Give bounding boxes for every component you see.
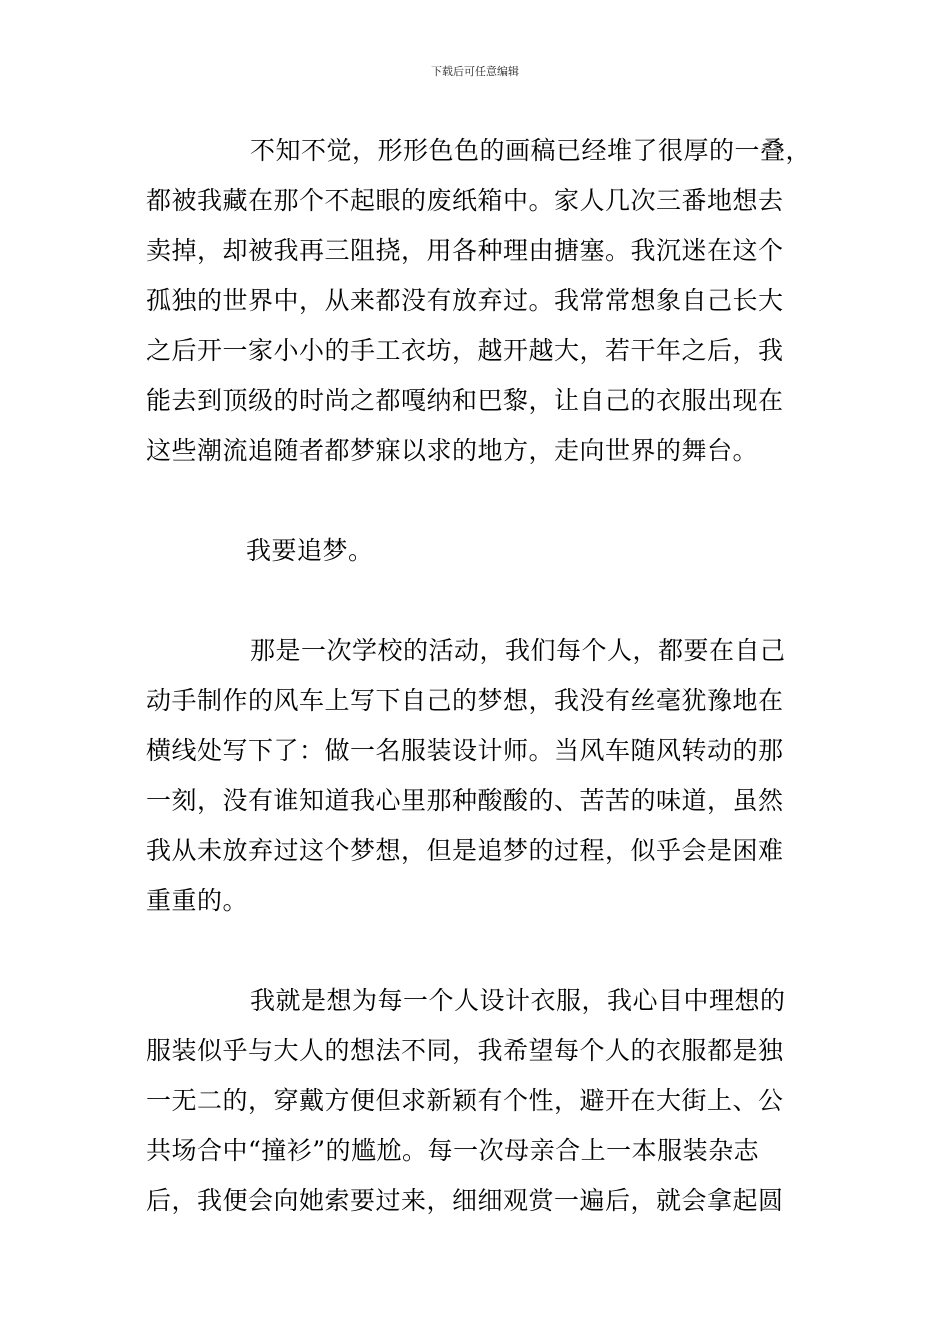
text-line: 之后开一家小小的手工衣坊，越开越大，若干年之后，我 xyxy=(146,336,784,365)
text-line: 横线处写下了：做一名服装设计师。当风车随风转动的那 xyxy=(146,736,784,765)
text-line: 能去到顶级的时尚之都嘎纳和巴黎，让自己的衣服出现在 xyxy=(146,386,784,415)
paragraph-spacer xyxy=(146,476,810,526)
text-line: 这些潮流追随者都梦寐以求的地方，走向世界的舞台。 xyxy=(146,436,759,465)
text-line: 不知不觉，形形色色的画稿已经堆了很厚的一叠， xyxy=(250,136,812,165)
text-line: 孤独的世界中，从来都没有放弃过。我常常想象自己长大 xyxy=(146,286,784,315)
text-line: 一刻，没有谁知道我心里那种酸酸的、苦苦的味道，虽然 xyxy=(146,786,784,815)
text-line: 重重的。 xyxy=(146,886,249,915)
paragraph xyxy=(146,526,810,576)
page-header: 下载后可任意编辑 xyxy=(431,65,519,78)
paragraph-spacer xyxy=(146,576,810,626)
text-line: 服装似乎与大人的想法不同，我希望每个人的衣服都是独 xyxy=(146,1036,784,1065)
text-line: 我就是想为每一个人设计衣服，我心目中理想的 xyxy=(250,986,786,1015)
text-line: 后，我便会向她索要过来，细细观赏一遍后，就会拿起圆 xyxy=(146,1186,784,1215)
text-line: 共场合中“撞衫”的尴尬。每一次母亲合上一本服装杂志 xyxy=(146,1136,760,1165)
text-line: 一无二的，穿戴方便但求新颖有个性，避开在大街上、公 xyxy=(146,1086,784,1115)
paragraph xyxy=(146,976,810,1226)
text-line: 动手制作的风车上写下自己的梦想，我没有丝毫犹豫地在 xyxy=(146,686,784,715)
text-line: 我要追梦。 xyxy=(246,536,374,565)
text-line: 都被我藏在那个不起眼的废纸箱中。家人几次三番地想去 xyxy=(146,186,784,215)
text-line: 我从未放弃过这个梦想，但是追梦的过程，似乎会是困难 xyxy=(146,836,784,865)
document-body xyxy=(146,126,810,1226)
text-line: 卖掉，却被我再三阻挠，用各种理由搪塞。我沉迷在这个 xyxy=(146,236,784,265)
paragraph-spacer xyxy=(146,926,810,976)
paragraph xyxy=(146,126,810,476)
text-line: 那是一次学校的活动，我们每个人，都要在自己 xyxy=(250,636,786,665)
paragraph xyxy=(146,626,810,926)
